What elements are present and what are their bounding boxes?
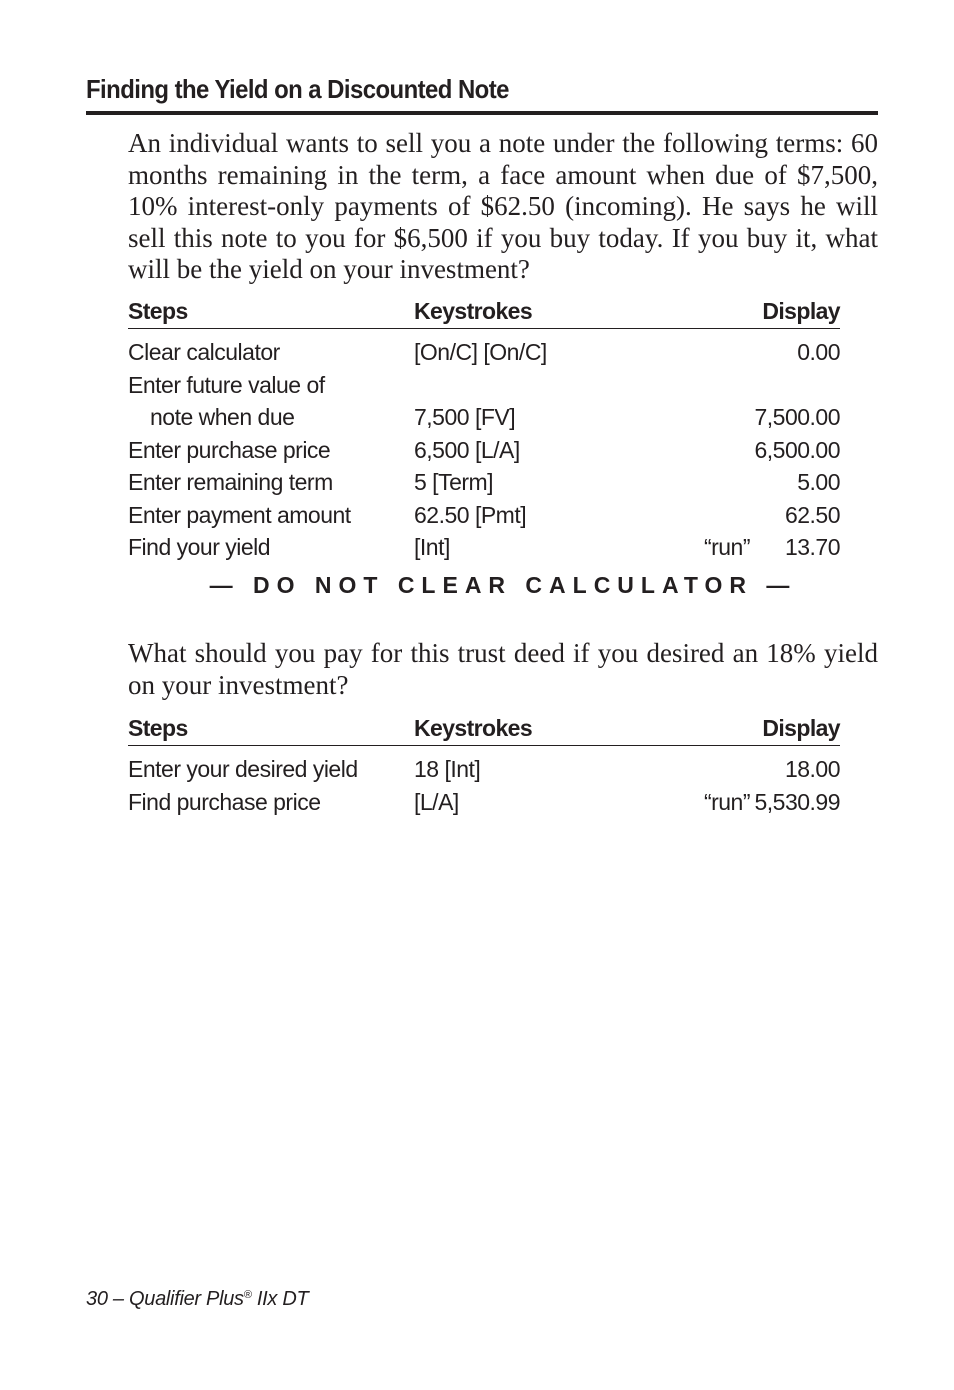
run-indicator: “run” bbox=[703, 788, 750, 815]
display-value: 0.00 bbox=[797, 339, 840, 365]
display-value: 62.50 bbox=[784, 501, 840, 528]
keystroke: [On/C] [On/C] bbox=[414, 339, 547, 365]
keystroke: 5 [Term] bbox=[414, 469, 494, 495]
keystroke: 6,500 [L/A] bbox=[414, 436, 520, 463]
display-value: 7,500.00 bbox=[754, 404, 840, 430]
header-display: Display bbox=[762, 715, 840, 741]
step-label: Find your yield bbox=[128, 534, 271, 560]
display-value: 6,500.00 bbox=[754, 436, 840, 463]
header-steps: Steps bbox=[128, 298, 188, 324]
step-label: note when due bbox=[150, 404, 295, 430]
table-header bbox=[128, 713, 840, 746]
table-row bbox=[128, 335, 840, 368]
display-value: 5.00 bbox=[797, 469, 840, 495]
step-label: Enter payment amount bbox=[128, 501, 351, 528]
page-number: 30 bbox=[86, 1288, 108, 1310]
run-indicator: “run” bbox=[703, 534, 750, 560]
do-not-clear-warning: — DO NOT CLEAR CALCULATOR — bbox=[209, 572, 797, 598]
display-value: 5,530.99 bbox=[754, 788, 840, 815]
display-value: 18.00 bbox=[784, 756, 840, 782]
display-value: 13.70 bbox=[784, 534, 840, 560]
keystroke: [Int] bbox=[414, 534, 450, 560]
step-label: Enter remaining term bbox=[128, 469, 333, 495]
table-row bbox=[128, 752, 840, 785]
table-row bbox=[128, 368, 840, 401]
title-rule bbox=[86, 111, 878, 115]
header-keystrokes: Keystrokes bbox=[414, 715, 533, 741]
keystroke: 18 [Int] bbox=[414, 756, 481, 782]
table-row bbox=[128, 530, 840, 563]
second-paragraph: What should you pay for this trust deed if you desired an 18% yield on your investment? bbox=[128, 638, 878, 700]
header-keystrokes: Keystrokes bbox=[414, 298, 533, 324]
steps-table-2 bbox=[128, 713, 840, 817]
step-label: Clear calculator bbox=[128, 339, 280, 365]
steps-table-1 bbox=[128, 296, 840, 563]
table-row bbox=[128, 433, 840, 466]
step-label: Enter purchase price bbox=[128, 436, 331, 463]
product-name: Qualifier Plus bbox=[129, 1288, 244, 1310]
table-row bbox=[128, 465, 840, 498]
table-row bbox=[128, 785, 840, 818]
table-row bbox=[128, 400, 840, 433]
step-label: Enter future value of bbox=[128, 371, 325, 398]
section-title: Finding the Yield on a Discounted Note bbox=[86, 74, 509, 104]
step-label: Enter your desired yield bbox=[128, 756, 358, 782]
footer-dash: – bbox=[112, 1288, 124, 1310]
header-display: Display bbox=[762, 298, 840, 324]
page-footer bbox=[86, 1288, 308, 1311]
header-steps: Steps bbox=[128, 715, 188, 741]
step-label: Find purchase price bbox=[128, 788, 321, 815]
keystroke: 7,500 [FV] bbox=[414, 404, 516, 430]
keystroke: 62.50 [Pmt] bbox=[414, 501, 527, 528]
table-row bbox=[128, 498, 840, 531]
intro-paragraph: An individual wants to sell you a note under the following terms: 60 months remaining in the term, a face amount when due of $7,500, 10% interest-only payments of $62.50 (incoming). He says he will sell this note to you for $6,500 if you buy today. If you buy it, what will be the yield on your investment? bbox=[128, 128, 878, 284]
keystroke: [L/A] bbox=[414, 788, 459, 815]
registered-mark: ® bbox=[243, 1289, 252, 1301]
table-header bbox=[128, 296, 840, 329]
model-name: IIx DT bbox=[256, 1288, 309, 1310]
